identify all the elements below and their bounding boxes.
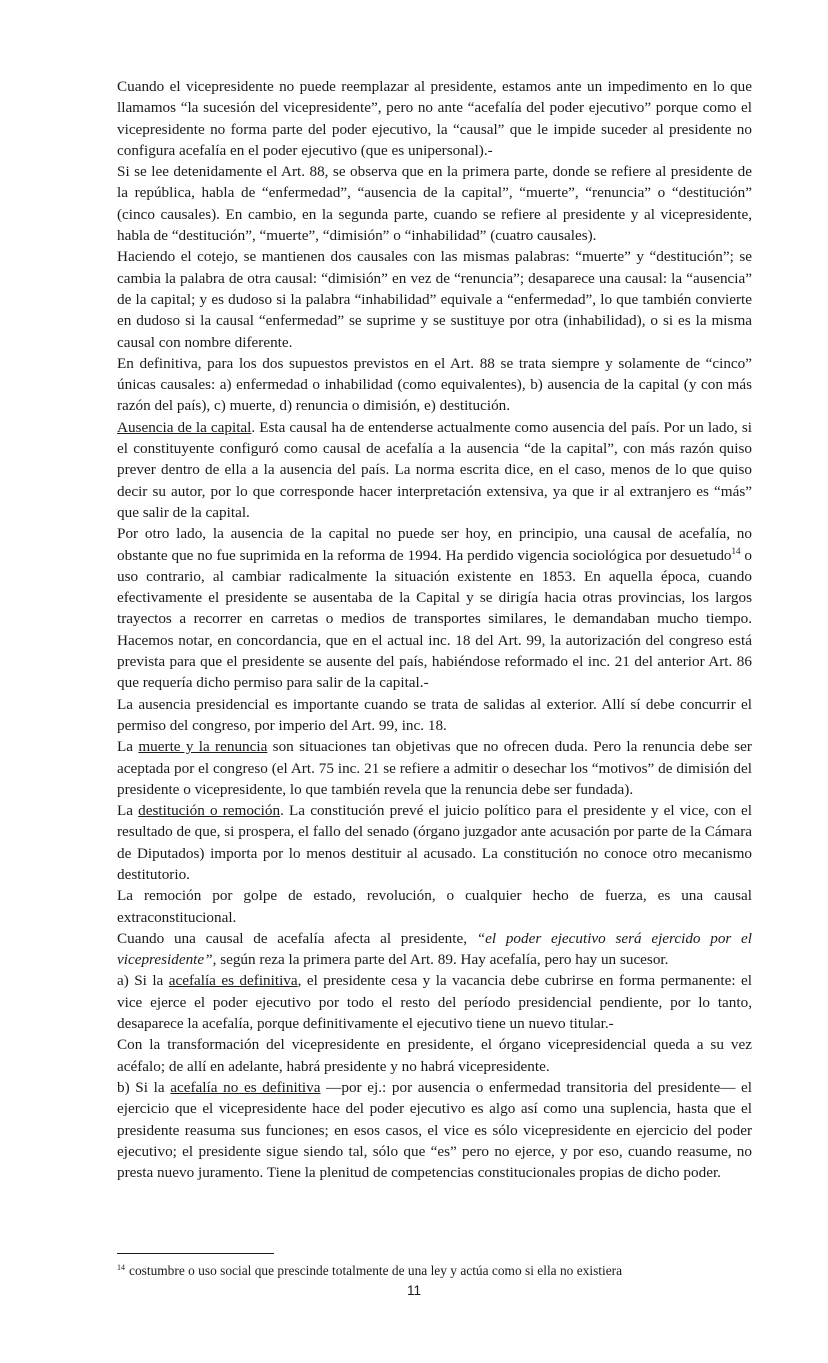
paragraph-text: , según reza la primera parte del Art. 89. Hay acefalía, pero hay un sucesor. (212, 951, 669, 969)
paragraph (117, 970, 752, 1034)
paragraph-text: b) Si la (117, 1078, 171, 1096)
section-heading-underlined: Ausencia de la capital (117, 418, 252, 436)
paragraph-text: En definitiva, para los dos supuestos previstos en el Art. 88 se trata siempre y solamente de “cinco” únicas causales: a) enfermedad o inhabilidad (como equivalentes), b) ausencia de la capital (y con más razón del país), c) muerte, d) renuncia o dimisión, e) destitución. (117, 354, 752, 415)
paragraph (117, 417, 752, 523)
footnote-marker: 14 (117, 1263, 125, 1272)
paragraph-text: Cuando el vicepresidente no puede reemplazar al presidente, estamos ante un impedimento en lo que llamamos “la sucesión del vicepresidente”, pero no ante “acefalía del poder ejecutivo” porque como el vicepresidente no forma parte del poder ejecutivo, la “causal” que le impide suceder al presidente no configura acefalía en el poder ejecutivo (que es unipersonal).- (117, 78, 752, 159)
paragraph-text: La remoción por golpe de estado, revolución, o cualquier hecho de fuerza, es una causal extraconstitucional. (117, 887, 752, 926)
footnote (117, 1262, 757, 1279)
paragraph-text: La (117, 738, 139, 756)
paragraph (117, 161, 752, 246)
page-number: 11 (406, 1283, 421, 1298)
paragraph-text: o uso contrario, al cambiar radicalmente la situación existente en 1853. En aquella época, cuando efectivamente el presidente se ausentaba de la Capital y se dirigía hacia otras provincias, los largos trayectos a recorrer en carretas o medios de transportes similares, le demandaban mucho tiempo. Hacemos notar, en concordancia, que en el actual inc. 18 del Art. 99, la autorización del congreso está prevista para que el presidente se ausente del país, habiéndose reformado el inc. 21 del anterior Art. 86 que requería dicho permiso para salir de la capital.- (117, 546, 753, 692)
footnote-reference: 14 (731, 545, 741, 556)
paragraph (117, 353, 752, 417)
paragraph-text: Haciendo el cotejo, se mantienen dos causales con las mismas palabras: “muerte” y “destitución”; se cambia la palabra de otra causal: “dimisión” en vez de “renuncia”; desaparece una causal: la “ausencia” de la capital; y es dudoso si la palabra “inhabilidad” equivale a “enfermedad”, lo que también convierte en dudoso si la causal “enfermedad” se suprime y se sustituye por otra (inhabilidad), o si es la misma causal con nombre diferente. (117, 248, 752, 351)
paragraph-text: —por ej.: por ausencia o enfermedad transitoria del presidente— el ejercicio que el vicepresidente hace del poder ejecutivo es algo así como una suplencia, hasta que el presidente reasuma sus funciones; en esos casos, el vice es sólo vicepresidente en ejercicio del poder ejecutivo; el presidente sigue siendo tal, sólo que “es” pero no ejerce, y por eso, cuando reasume, no presta nuevo juramento. Tiene la plenitud de competencias constitucionales propias de dicho poder. (117, 1078, 753, 1182)
paragraph-text: La ausencia presidencial es importante cuando se trata de salidas al exterior. Allí sí debe concurrir el permiso del congreso, por imperio del Art. 99, inc. 18. (117, 695, 752, 734)
paragraph-text: , el presidente cesa y la vacancia debe cubrirse en forma permanente: el vice ejerce el poder ejecutivo por todo el resto del período presidencial pendiente, por lo tanto, desaparece la acefalía, porque definitivamente el ejecutivo tiene un nuevo titular.- (117, 972, 752, 1033)
section-heading-underlined: muerte y la renuncia (138, 738, 268, 756)
paragraph (117, 885, 752, 928)
section-heading-underlined: destitución o remoción (138, 802, 281, 820)
paragraph-text: son situaciones tan objetivas que no ofrecen duda. Pero la renuncia debe ser aceptada por el congreso (el Art. 75 inc. 21 se refiere a admitir o desechar los “motivos” de dimisión del presidente o vicepresidente, lo que también revela que la renuncia debe ser fundada). (117, 738, 752, 798)
paragraph-text: Cuando una causal de acefalía afecta al presidente, (117, 929, 477, 947)
section-heading-underlined: acefalía es definitiva (168, 972, 298, 990)
paragraph-text: Si se lee detenidamente el Art. 88, se observa que en la primera parte, donde se refiere al presidente de la república, habla de “enfermedad”, “ausencia de la capital”, “muerte”, “renuncia” o “destitución” (cinco causales). En cambio, en la segunda parte, cuando se refiere al presidente y al vicepresidente, habla de “destitución”, “muerte”, “dimisión” o “inhabilidad” (cuatro causales). (117, 163, 752, 245)
paragraph (117, 76, 752, 161)
document-body (117, 76, 752, 1183)
paragraph (117, 523, 752, 693)
paragraph (117, 928, 752, 971)
quotation-italic: “el poder ejecutivo será ejercido por el vicepresidente” (117, 929, 752, 969)
paragraph (117, 800, 752, 885)
paragraph (117, 1077, 752, 1183)
paragraph-text: Con la transformación del vicepresidente en presidente, el órgano vicepresidencial queda a su vez acéfalo; de allí en adelante, habrá presidente y no habrá vicepresidente. (117, 1036, 752, 1075)
footnote-separator (117, 1253, 274, 1254)
footnote-text: costumbre o uso social que prescinde totalmente de una ley y actúa como si ella no existiera (129, 1263, 623, 1278)
paragraph-text: a) Si la (117, 972, 169, 990)
paragraph (117, 246, 752, 352)
paragraph (117, 694, 752, 737)
paragraph (117, 736, 752, 800)
paragraph-text: . Esta causal ha de entenderse actualmente como ausencia del país. Por un lado, si el constituyente configuró como causal de acefalía a la ausencia “de la capital”, con más razón quiso prever dentro de ella a la ausencia del país. La norma escrita dice, en el caso, menos de lo que quiso decir su autor, por lo que corresponde hacer interpretación extensiva, ya que ir al extranjero es “más” que salir de la capital. (117, 418, 753, 521)
paragraph-text: . La constitución prevé el juicio político para el presidente y el vice, con el resultado de que, si prospera, el fallo del senado (órgano juzgador ante acusación por parte de la Cámara de Diputados) importa por lo menos destituir al acusado. La constitución no conoce otro mecanismo destitutorio. (117, 802, 752, 883)
section-heading-underlined: acefalía no es definitiva (170, 1078, 321, 1096)
paragraph-text: La (117, 802, 139, 820)
paragraph (117, 1034, 752, 1077)
paragraph-text: Por otro lado, la ausencia de la capital no puede ser hoy, en principio, una causal de acefalía, no obstante que no fue suprimida en la reforma de 1994. Ha perdido vigencia sociológica por desuetudo (117, 525, 752, 564)
